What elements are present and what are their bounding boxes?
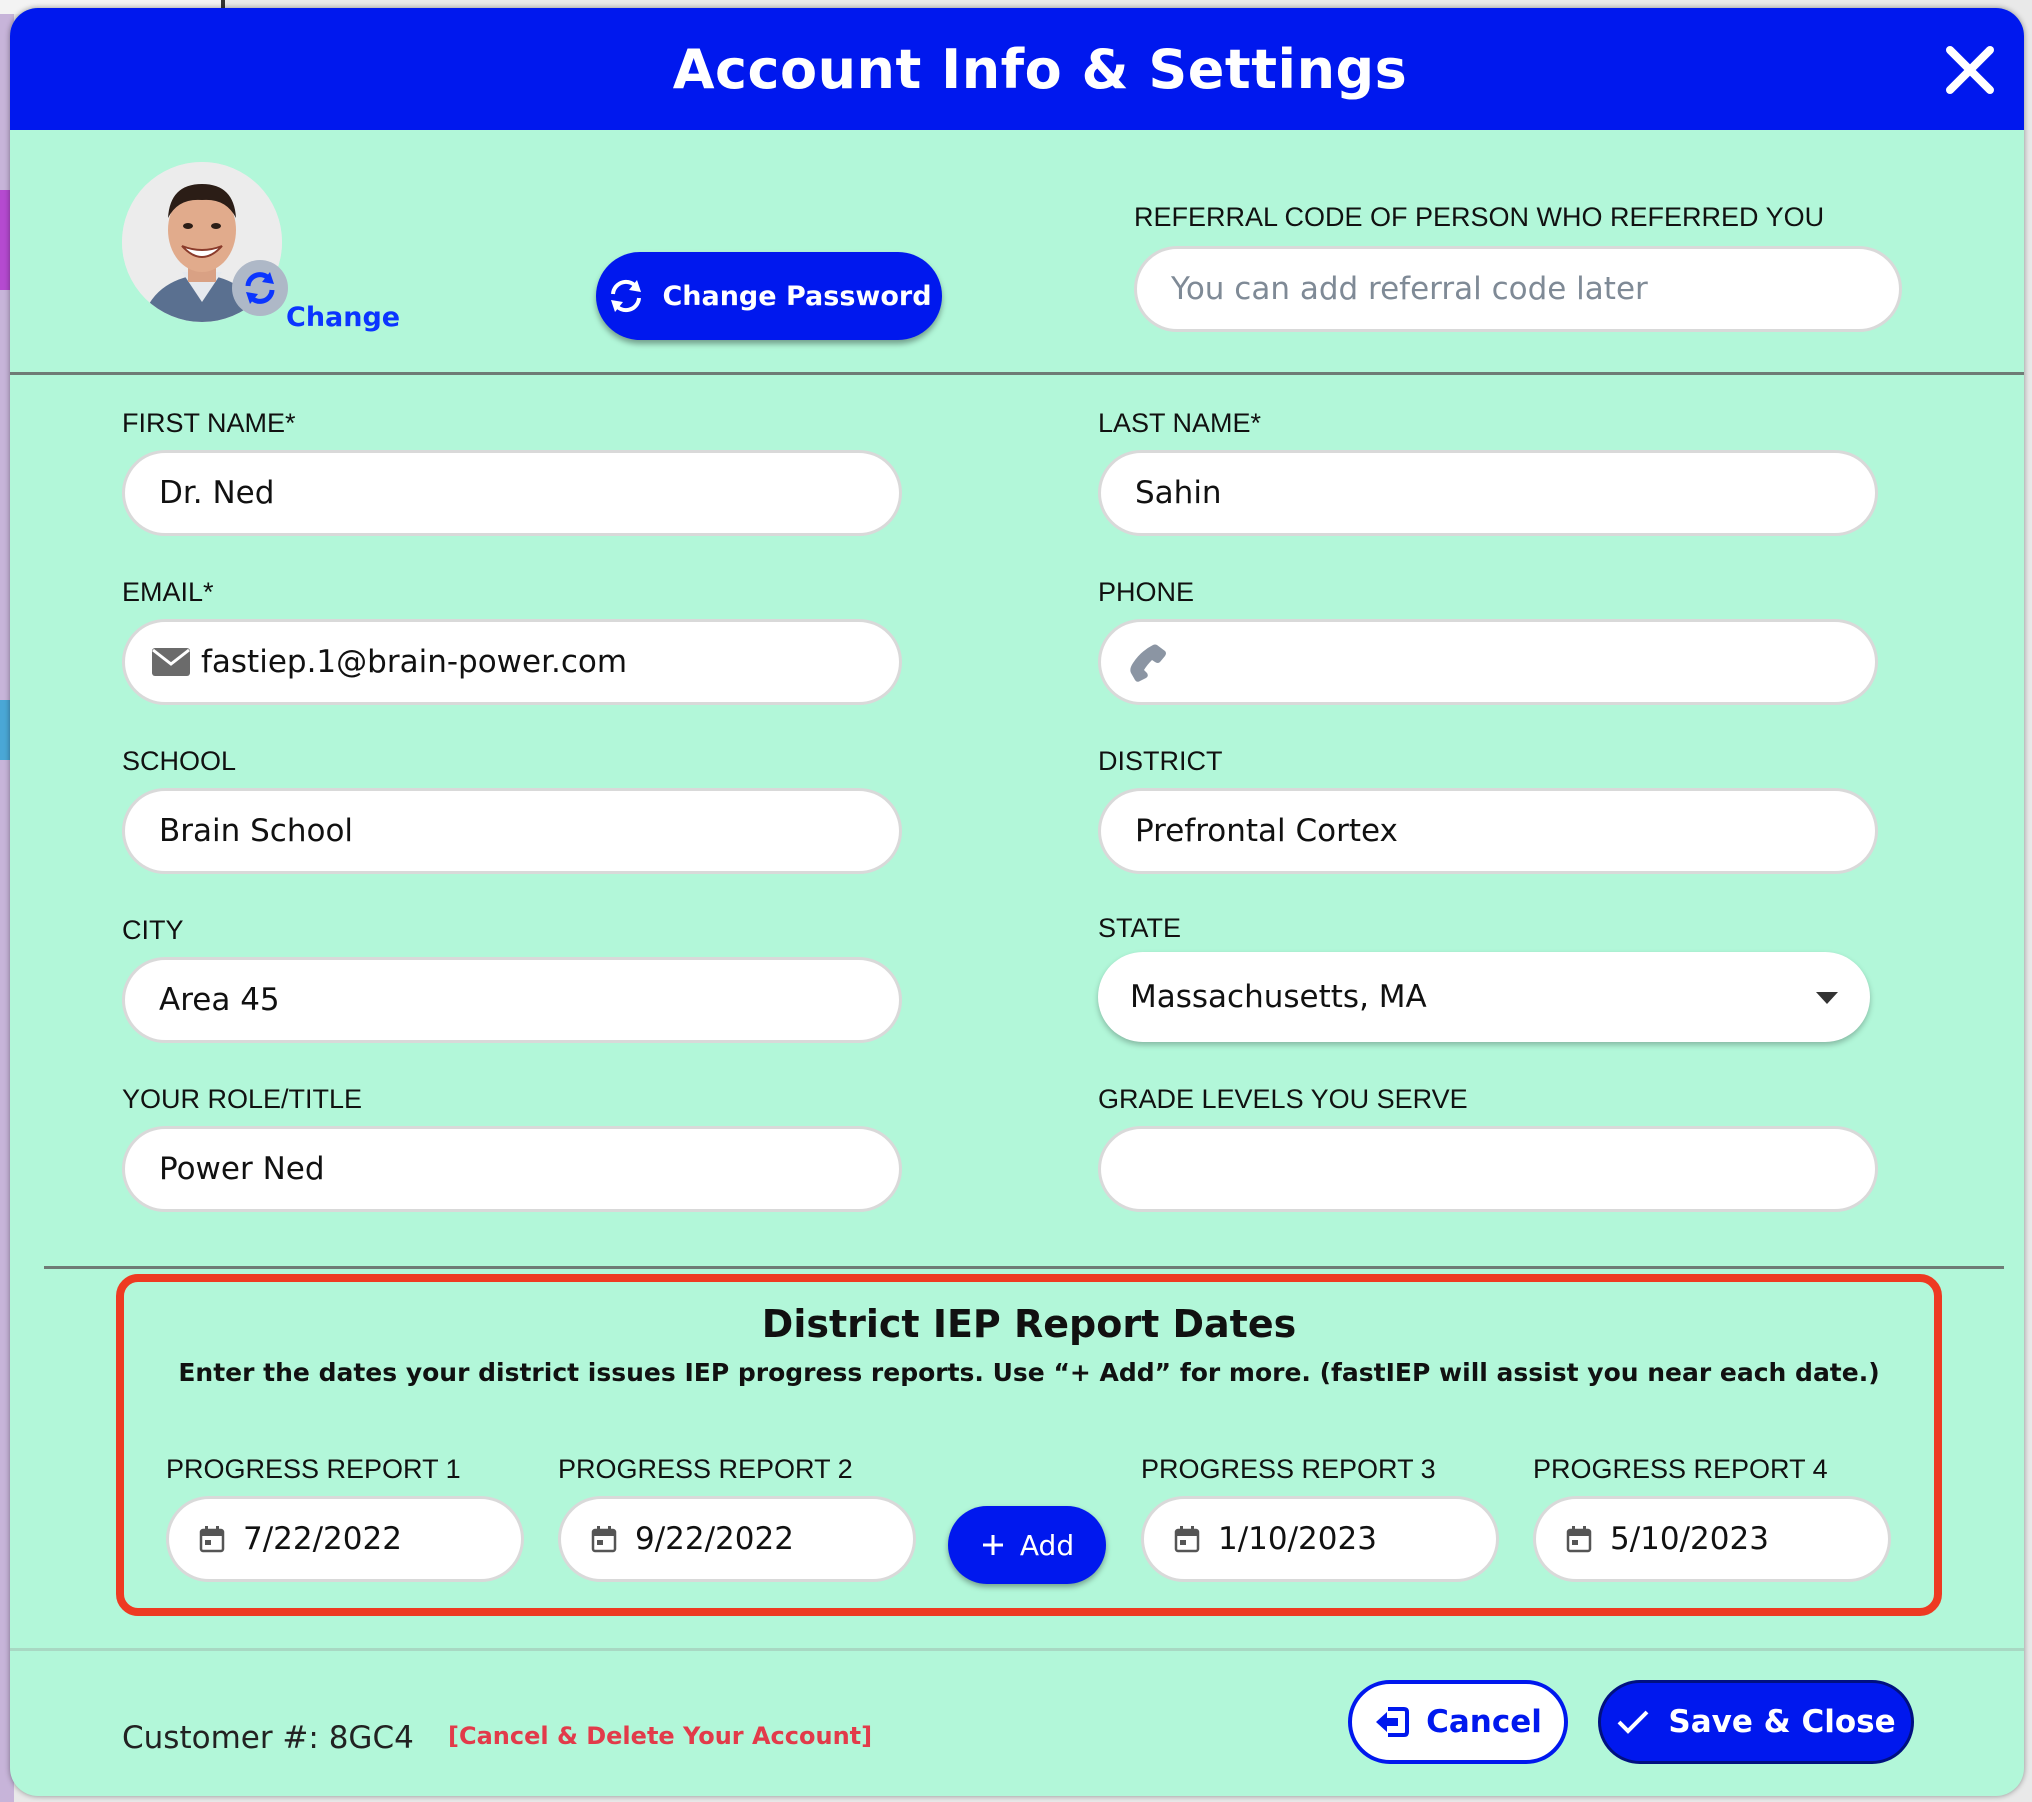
calendar-icon	[1174, 1525, 1200, 1553]
refresh-icon	[606, 276, 646, 316]
phone-icon	[1127, 641, 1169, 683]
school-value: Brain School	[159, 813, 354, 849]
progress-report-2-label: PROGRESS REPORT 2	[558, 1454, 853, 1484]
first-name-field[interactable]	[122, 450, 902, 536]
role-value: Power Ned	[159, 1151, 325, 1187]
check-icon	[1616, 1708, 1650, 1736]
last-name-field[interactable]	[1098, 450, 1878, 536]
last-name-label: LAST NAME*	[1098, 408, 1262, 438]
close-icon	[1942, 42, 1998, 98]
school-field[interactable]	[122, 788, 902, 874]
iep-report-dates-section	[116, 1274, 1942, 1616]
cancel-button[interactable]	[1348, 1680, 1568, 1764]
last-name-value: Sahin	[1135, 475, 1222, 511]
iep-title: District IEP Report Dates	[761, 1302, 1297, 1346]
phone-field[interactable]	[1098, 619, 1878, 705]
change-password-label: Change Password	[662, 280, 932, 312]
calendar-icon	[199, 1525, 225, 1553]
referral-label: REFERRAL CODE OF PERSON WHO REFERRED YOU	[1134, 202, 1825, 232]
change-password-button[interactable]	[596, 252, 942, 340]
modal-header	[10, 8, 2024, 130]
save-close-button[interactable]	[1598, 1680, 1914, 1764]
iep-subtitle: Enter the dates your district issues IEP progress reports. Use “+ Add” for more. (fastIEP will assist you near each date.)	[178, 1358, 1880, 1387]
city-label: CITY	[122, 915, 184, 945]
progress-report-4-label: PROGRESS REPORT 4	[1533, 1454, 1828, 1484]
phone-label: PHONE	[1098, 577, 1195, 607]
modal-title: Account Info & Settings	[672, 37, 1408, 101]
progress-report-3-value: 1/10/2023	[1218, 1521, 1377, 1557]
calendar-icon	[1566, 1525, 1592, 1553]
customer-number: Customer #: 8GC4	[122, 1720, 414, 1756]
referral-input[interactable]	[1134, 246, 1902, 332]
district-value: Prefrontal Cortex	[1135, 813, 1398, 849]
add-report-button[interactable]	[948, 1506, 1106, 1584]
progress-report-3-label: PROGRESS REPORT 3	[1141, 1454, 1436, 1484]
role-label: YOUR ROLE/TITLE	[122, 1084, 363, 1114]
change-photo-link[interactable]: Change	[286, 302, 401, 333]
first-name-value: Dr. Ned	[159, 475, 275, 511]
email-value: fastiep.1@brain-power.com	[201, 644, 628, 680]
email-label: EMAIL*	[122, 577, 214, 607]
email-field[interactable]	[122, 619, 902, 705]
plus-icon	[980, 1532, 1006, 1558]
delete-account-link[interactable]: [Cancel & Delete Your Account]	[448, 1722, 873, 1750]
progress-report-1-field[interactable]	[166, 1496, 524, 1582]
save-close-label: Save & Close	[1668, 1704, 1896, 1740]
progress-report-2-value: 9/22/2022	[635, 1521, 794, 1557]
referral-placeholder: You can add referral code later	[1171, 271, 1648, 307]
account-settings-modal	[10, 8, 2024, 1796]
grades-label: GRADE LEVELS YOU SERVE	[1098, 1084, 1468, 1114]
sign-out-icon	[1374, 1706, 1410, 1738]
state-value: Massachusetts, MA	[1130, 979, 1427, 1015]
progress-report-1-label: PROGRESS REPORT 1	[166, 1454, 461, 1484]
progress-report-4-value: 5/10/2023	[1610, 1521, 1769, 1557]
progress-report-1-value: 7/22/2022	[243, 1521, 402, 1557]
envelope-icon	[151, 647, 191, 677]
change-photo-badge[interactable]	[232, 260, 288, 316]
cancel-label: Cancel	[1426, 1704, 1542, 1740]
district-label: DISTRICT	[1098, 746, 1223, 776]
city-value: Area 45	[159, 982, 280, 1018]
state-select[interactable]	[1098, 952, 1870, 1042]
close-button[interactable]	[1942, 42, 1998, 98]
progress-report-3-field[interactable]	[1141, 1496, 1499, 1582]
first-name-label: FIRST NAME*	[122, 408, 296, 438]
add-report-label: Add	[1019, 1528, 1075, 1562]
progress-report-2-field[interactable]	[558, 1496, 916, 1582]
grades-field[interactable]	[1098, 1126, 1878, 1212]
school-label: SCHOOL	[122, 746, 237, 776]
section-divider	[10, 372, 2024, 375]
chevron-down-icon	[1816, 992, 1838, 1004]
district-field[interactable]	[1098, 788, 1878, 874]
footer-divider	[10, 1648, 2024, 1651]
refresh-icon	[240, 268, 280, 308]
progress-report-4-field[interactable]	[1533, 1496, 1891, 1582]
role-field[interactable]	[122, 1126, 902, 1212]
calendar-icon	[591, 1525, 617, 1553]
state-label: STATE	[1098, 913, 1182, 943]
section-divider	[44, 1266, 2004, 1269]
city-field[interactable]	[122, 957, 902, 1043]
